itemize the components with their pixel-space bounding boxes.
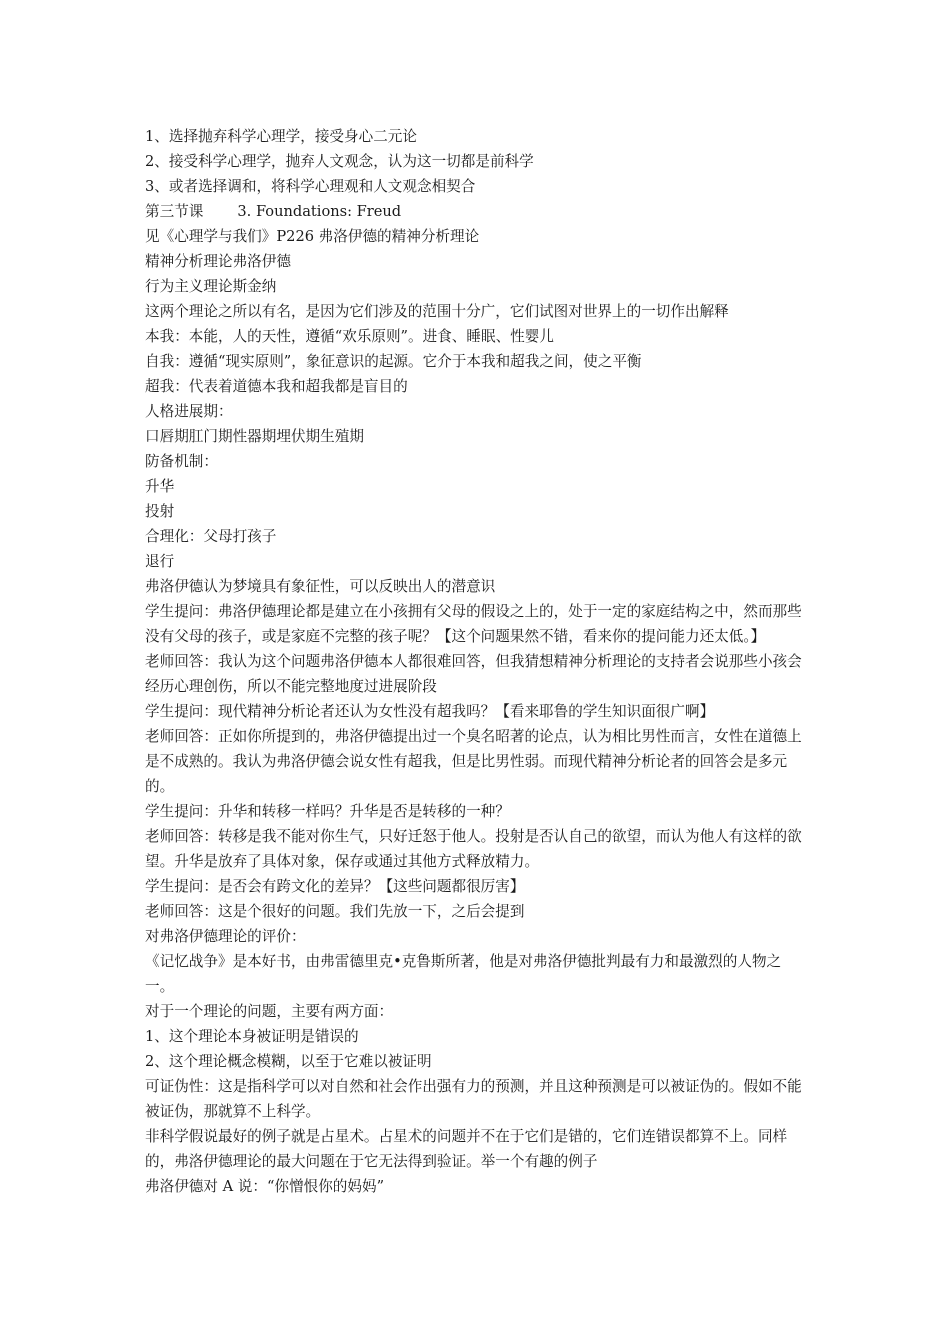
paragraph: 投射 — [145, 503, 175, 520]
paragraph: 自我：遵循“现实原则”，象征意识的起源。它介于本我和超我之间，使之平衡 — [145, 353, 642, 370]
paragraph: 这两个理论之所以有名，是因为它们涉及的范围十分广，它们试图对世界上的一切作出解释 — [145, 303, 729, 320]
paragraph: 合理化：父母打孩子 — [145, 528, 277, 545]
paragraph: 超我：代表着道德本我和超我都是盲目的 — [145, 378, 408, 395]
paragraph-option-3: 3、或者选择调和，将科学心理观和人文观念相契合 — [145, 178, 476, 195]
paragraph: 老师回答：这是个很好的问题。我们先放一下，之后会提到 — [145, 903, 525, 920]
paragraph: 老师回答：我认为这个问题弗洛伊德本人都很难回答，但我猜想精神分析理论的支持者会说那些小孩会经历心理创伤，所以不能完整地度过进展阶段 — [145, 653, 802, 695]
document-body — [145, 124, 810, 1199]
paragraph: 本我：本能，人的天性，遵循“欢乐原则”。进食、睡眠、性婴儿 — [145, 328, 554, 345]
paragraph: 学生提问：弗洛伊德理论都是建立在小孩拥有父母的假设之上的，处于一定的家庭结构之中，然而那些没有父母的孩子，或是家庭不完整的孩子呢？【这个问题果然不错，看来你的提问能力还太低。】 — [145, 603, 802, 645]
paragraph: 非科学假说最好的例子就是占星术。占星术的问题并不在于它们是错的，它们连错误都算不上。同样的，弗洛伊德理论的最大问题在于它无法得到验证。举一个有趣的例子 — [145, 1128, 788, 1170]
paragraph-option-2: 2、接受科学心理学，抛弃人文观念，认为这一切都是前科学 — [145, 153, 534, 170]
paragraph: 2、这个理论概念模糊，以至于它难以被证明 — [145, 1053, 432, 1070]
paragraph: 弗洛伊德认为梦境具有象征性，可以反映出人的潜意识 — [145, 578, 496, 595]
paragraph: 学生提问：现代精神分析论者还认为女性没有超我吗？【看来耶鲁的学生知识面很广啊】 — [145, 703, 715, 720]
paragraph: 精神分析理论弗洛伊德 — [145, 253, 291, 270]
paragraph: 可证伪性：这是指科学可以对自然和社会作出强有力的预测，并且这种预测是可以被证伪的。假如不能被证伪，那就算不上科学。 — [145, 1078, 802, 1120]
paragraph: 人格进展期： — [145, 403, 233, 420]
lesson-title: 3. Foundations: Freud — [237, 203, 402, 220]
paragraph: 防备机制： — [145, 453, 218, 470]
lesson-label: 第三节课 — [145, 203, 204, 220]
paragraph: 行为主义理论斯金纳 — [145, 278, 277, 295]
paragraph: 见《心理学与我们》P226 弗洛伊德的精神分析理论 — [145, 228, 480, 245]
paragraph: 对弗洛伊德理论的评价： — [145, 928, 306, 945]
paragraph: 老师回答：转移是我不能对你生气，只好迁怒于他人。投射是否认自己的欲望，而认为他人有这样的欲望。升华是放弃了具体对象，保存或通过其他方式释放精力。 — [145, 828, 802, 870]
paragraph: 1、这个理论本身被证明是错误的 — [145, 1028, 359, 1045]
paragraph: 升华 — [145, 478, 175, 495]
paragraph: 学生提问：是否会有跨文化的差异？【这些问题都很厉害】 — [145, 878, 525, 895]
paragraph: 退行 — [145, 553, 175, 570]
paragraph: 对于一个理论的问题，主要有两方面： — [145, 1003, 394, 1020]
paragraph: 学生提问：升华和转移一样吗？升华是否是转移的一种？ — [145, 803, 510, 820]
lesson-heading — [145, 199, 810, 224]
paragraph-option-1: 1、选择抛弃科学心理学，接受身心二元论 — [145, 128, 417, 145]
paragraph: 老师回答：正如你所提到的，弗洛伊德提出过一个臭名昭著的论点，认为相比男性而言，女性在道德上是不成熟的。我认为弗洛伊德会说女性有超我，但是比男性弱。而现代精神分析论者的回答会是多元的。 — [145, 728, 802, 795]
paragraph: 《记忆战争》是本好书，由弗雷德里克•克鲁斯所著，他是对弗洛伊德批判最有力和最激烈的人物之一。 — [145, 953, 782, 995]
paragraph: 口唇期肛门期性器期埋伏期生殖期 — [145, 428, 364, 445]
paragraph: 弗洛伊德对 A 说：“你憎恨你的妈妈” — [145, 1178, 385, 1195]
